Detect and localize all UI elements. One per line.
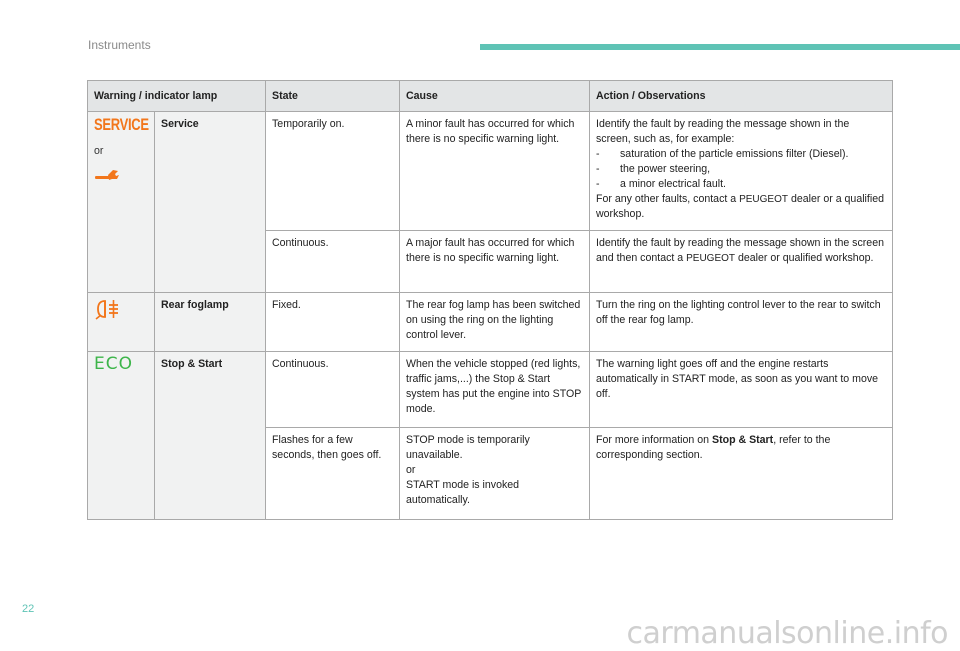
- service-state-2: Continuous.: [266, 231, 400, 293]
- eco-action-2-text: For more information on: [596, 434, 712, 446]
- section-accent-bar: [480, 44, 960, 50]
- rear-foglamp-icon: [94, 298, 122, 320]
- foglamp-cause: The rear fog lamp has been switched on using the ring on the lighting control lever.: [400, 293, 590, 352]
- service-action-outro-1: For any other faults, contact a: [596, 193, 740, 205]
- eco-action-2-tail: , refer to the corresponding section.: [596, 434, 831, 461]
- eco-icon: ECO: [94, 354, 133, 374]
- column-header-action: Action / Observations: [590, 81, 893, 112]
- list-item: - saturation of the particle emissions filter (Diesel).: [596, 147, 886, 162]
- foglamp-icon-cell: [88, 293, 155, 352]
- service-action-intro: Identify the fault by reading the message shown in the screen, such as, for example:: [596, 118, 850, 145]
- service-action-2-tail: dealer or qualified workshop.: [735, 252, 874, 264]
- eco-cause-2a: STOP mode is temporarily unavailable.: [406, 434, 530, 461]
- table-row: [88, 112, 893, 231]
- eco-state-1: Continuous.: [266, 352, 400, 428]
- column-header-lamp: Warning / indicator lamp: [88, 81, 266, 112]
- eco-cause-or: or: [406, 464, 416, 476]
- service-action-2-text: Identify the fault by reading the message shown in the screen and then contact a: [596, 237, 884, 264]
- foglamp-name: Rear foglamp: [155, 293, 266, 352]
- foglamp-action: Turn the ring on the lighting control lever to the rear to switch off the rear fog lamp.: [590, 293, 893, 352]
- eco-cause-2b: START mode is invoked automatically.: [406, 479, 520, 506]
- column-header-state: State: [266, 81, 400, 112]
- service-name: Service: [155, 112, 266, 293]
- foglamp-state: Fixed.: [266, 293, 400, 352]
- service-action-2: [590, 231, 893, 293]
- eco-action-2: [590, 428, 893, 520]
- service-cause-1: A minor fault has occurred for which there is no specific warning light.: [400, 112, 590, 231]
- column-header-cause: Cause: [400, 81, 590, 112]
- brand-name: PEUGEOT: [686, 253, 736, 264]
- service-action-list: [596, 147, 886, 192]
- page-number: 22: [22, 603, 35, 615]
- list-item: - the power steering,: [596, 162, 886, 177]
- eco-cause-2: [400, 428, 590, 520]
- service-icon-cell: [88, 112, 155, 293]
- eco-icon-cell: [88, 352, 155, 520]
- table-header-row: [88, 81, 893, 112]
- stop-start-reference: Stop & Start: [712, 434, 774, 446]
- service-action-1: [590, 112, 893, 231]
- warning-lamps-table: [87, 80, 893, 520]
- eco-state-2: Flashes for a few seconds, then goes off.: [266, 428, 400, 520]
- eco-cause-1: When the vehicle stopped (red lights, traffic jams,...) the Stop & Start system has put the engine into STOP mode.: [400, 352, 590, 428]
- watermark: carmanualsonline.info: [626, 616, 948, 651]
- table-row: [88, 293, 893, 352]
- or-label: or: [94, 145, 104, 157]
- brand-name: PEUGEOT: [739, 194, 788, 205]
- stop-start-name: Stop & Start: [155, 352, 266, 520]
- service-state-1: Temporarily on.: [266, 112, 400, 231]
- service-action-outro-2: dealer or a qualified workshop.: [596, 193, 884, 220]
- table-row: [88, 352, 893, 428]
- service-icon: SERVICE: [94, 115, 149, 134]
- list-item: - a minor electrical fault.: [596, 177, 886, 192]
- service-cause-2: A major fault has occurred for which there is no specific warning light.: [400, 231, 590, 293]
- section-title: Instruments: [88, 38, 151, 52]
- wrench-icon: [94, 167, 120, 183]
- eco-action-1: The warning light goes off and the engine restarts automatically in START mode, as soon as you want to move off.: [590, 352, 893, 428]
